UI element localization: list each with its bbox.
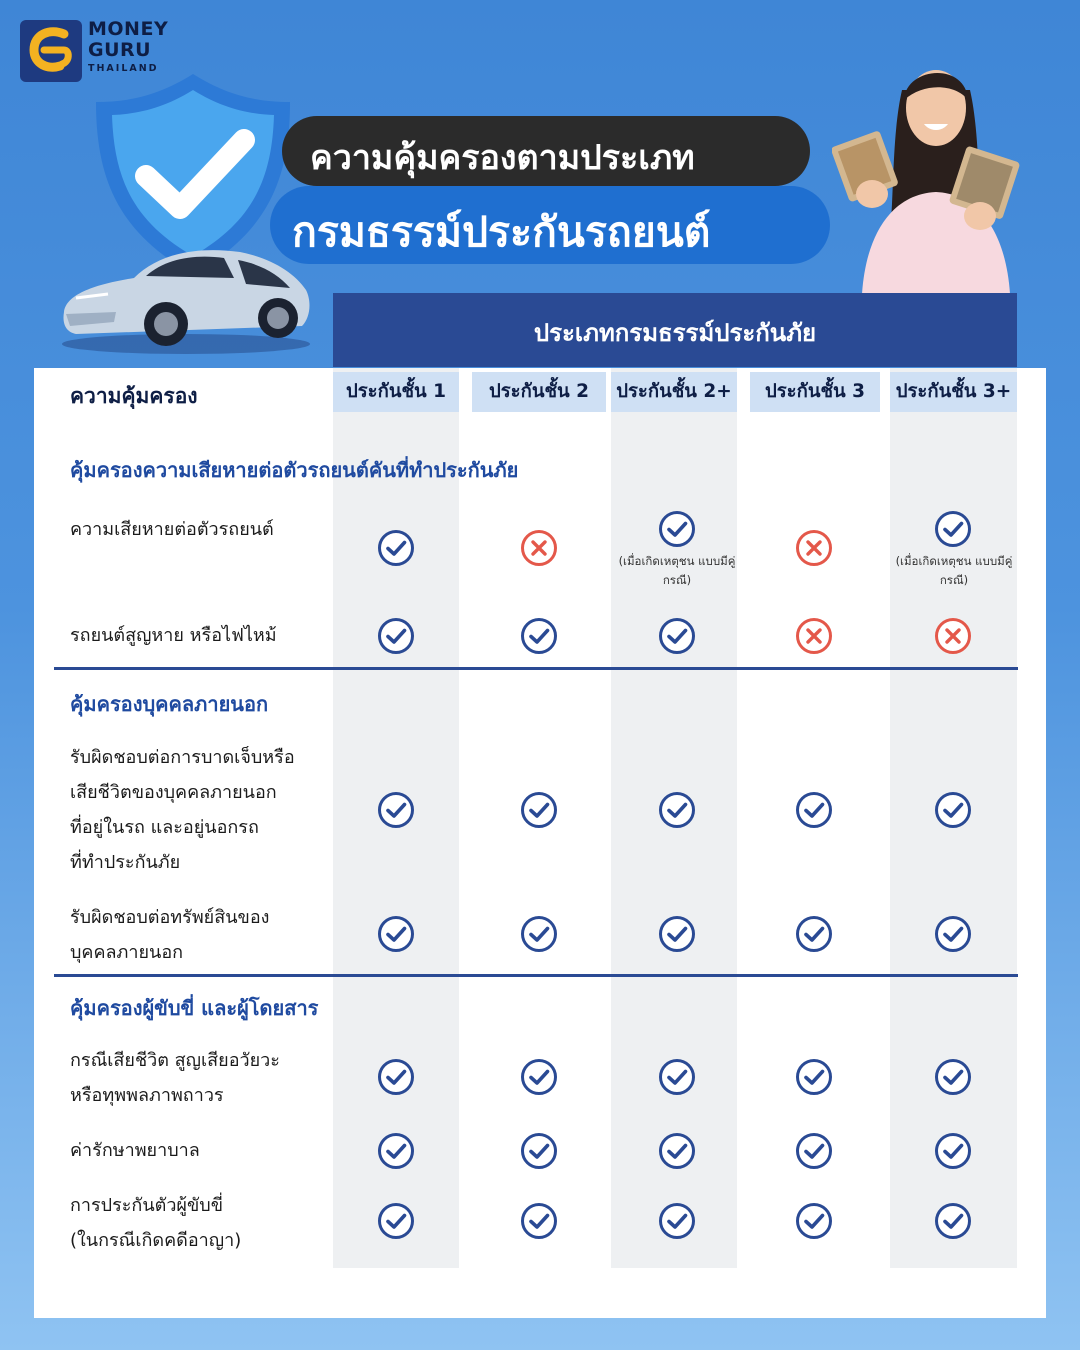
check-icon — [658, 1202, 696, 1240]
brand-line-2: GURU — [88, 39, 152, 61]
row-label-line: ที่อยู่ในรถ และอยู่นอกรถ — [70, 817, 259, 838]
check-icon — [934, 791, 972, 829]
check-icon — [377, 1132, 415, 1170]
title-line-1-pill — [282, 116, 810, 186]
title-line-2: กรมธรรม์ประกันรถยนต์ — [292, 208, 711, 256]
row-label-line: ความเสียหายต่อตัวรถยนต์ — [70, 519, 274, 540]
cross-icon — [795, 617, 833, 655]
check-icon — [795, 915, 833, 953]
check-icon — [658, 1058, 696, 1096]
title-line-1: ความคุ้มครองตามประเภท — [310, 138, 695, 178]
check-icon — [377, 617, 415, 655]
row-label-line: เสียชีวิตของบุคคลภายนอก — [70, 782, 277, 803]
check-icon — [658, 1132, 696, 1170]
row-label-line: รับผิดชอบต่อการบาดเจ็บหรือ — [70, 747, 295, 768]
check-icon — [377, 1202, 415, 1240]
check-icon — [658, 510, 696, 548]
check-icon — [658, 791, 696, 829]
row-label — [70, 512, 274, 547]
column-header-class-3: ประกันชั้น 3 — [750, 372, 880, 412]
row-label-line: การประกันตัวผู้ขับขี่ — [70, 1195, 224, 1216]
section-divider — [54, 667, 1018, 670]
row-label — [70, 900, 269, 970]
check-icon — [934, 915, 972, 953]
check-icon — [520, 1132, 558, 1170]
check-icon — [377, 1058, 415, 1096]
column-header-class-2plus: ประกันชั้น 2+ — [611, 372, 737, 412]
check-icon — [934, 1202, 972, 1240]
check-icon — [795, 791, 833, 829]
check-icon — [520, 791, 558, 829]
condition-note: (เมื่อเกิดเหตุชน แบบมีคู่กรณี) — [895, 554, 1013, 587]
brand-line-1: MONEY — [88, 18, 169, 40]
cross-icon — [520, 529, 558, 567]
row-label-line: หรือทุพพลภาพถาวร — [70, 1085, 224, 1106]
brand-line-3: THAILAND — [88, 63, 159, 74]
check-icon — [795, 1202, 833, 1240]
section-title-vehicle-damage: คุ้มครองความเสียหายต่อตัวรถยนต์คันที่ทำประกันภัย — [70, 458, 519, 482]
row-label-line: (ในกรณีเกิดคดีอาญา) — [70, 1230, 242, 1251]
brand-name — [88, 20, 168, 74]
section-title-driver-passenger: คุ้มครองผู้ขับขี่ และผู้โดยสาร — [70, 996, 319, 1020]
check-icon — [934, 1058, 972, 1096]
logo-mark-icon — [20, 20, 82, 82]
section-divider — [54, 974, 1018, 977]
cross-icon — [795, 529, 833, 567]
row-label-line: รับผิดชอบต่อทรัพย์สินของ — [70, 907, 270, 928]
row-label-line: ที่ทำประกันภัย — [70, 852, 181, 873]
row-label — [70, 740, 295, 880]
row-label — [70, 1188, 241, 1258]
check-icon — [520, 1058, 558, 1096]
check-icon — [658, 617, 696, 655]
check-icon — [377, 529, 415, 567]
section-title-third-party: คุ้มครองบุคคลภายนอก — [70, 692, 269, 716]
column-header-class-3plus: ประกันชั้น 3+ — [890, 372, 1017, 412]
row-label — [70, 1133, 200, 1168]
check-icon — [658, 915, 696, 953]
row-label — [70, 1043, 280, 1113]
row-label-line: กรณีเสียชีวิต สูญเสียอวัยวะ — [70, 1050, 280, 1071]
cross-icon — [934, 617, 972, 655]
check-icon — [377, 915, 415, 953]
row-label-line: รถยนต์สูญหาย หรือไฟไหม้ — [70, 625, 277, 646]
brand-logo — [20, 20, 82, 82]
coverage-column-header: ความคุ้มครอง — [70, 384, 198, 408]
check-icon — [520, 915, 558, 953]
condition-note: (เมื่อเกิดเหตุชน แบบมีคู่กรณี) — [618, 554, 736, 587]
check-icon — [934, 510, 972, 548]
column-header-class-1: ประกันชั้น 1 — [333, 372, 459, 412]
row-label — [70, 618, 277, 653]
column-header-class-2: ประกันชั้น 2 — [472, 372, 606, 412]
check-icon — [377, 791, 415, 829]
check-icon — [520, 1202, 558, 1240]
row-label-line: บุคคลภายนอก — [70, 942, 184, 963]
check-icon — [520, 617, 558, 655]
title-line-2-pill — [270, 186, 830, 264]
woman-holding-money-image — [832, 44, 1032, 294]
policy-types-header-label: ประเภทกรมธรรม์ประกันภัย — [533, 319, 817, 347]
car-image — [56, 232, 316, 356]
check-icon — [934, 1132, 972, 1170]
check-icon — [795, 1132, 833, 1170]
policy-types-header — [333, 293, 1017, 367]
check-icon — [795, 1058, 833, 1096]
row-label-line: ค่ารักษาพยาบาล — [70, 1140, 200, 1161]
